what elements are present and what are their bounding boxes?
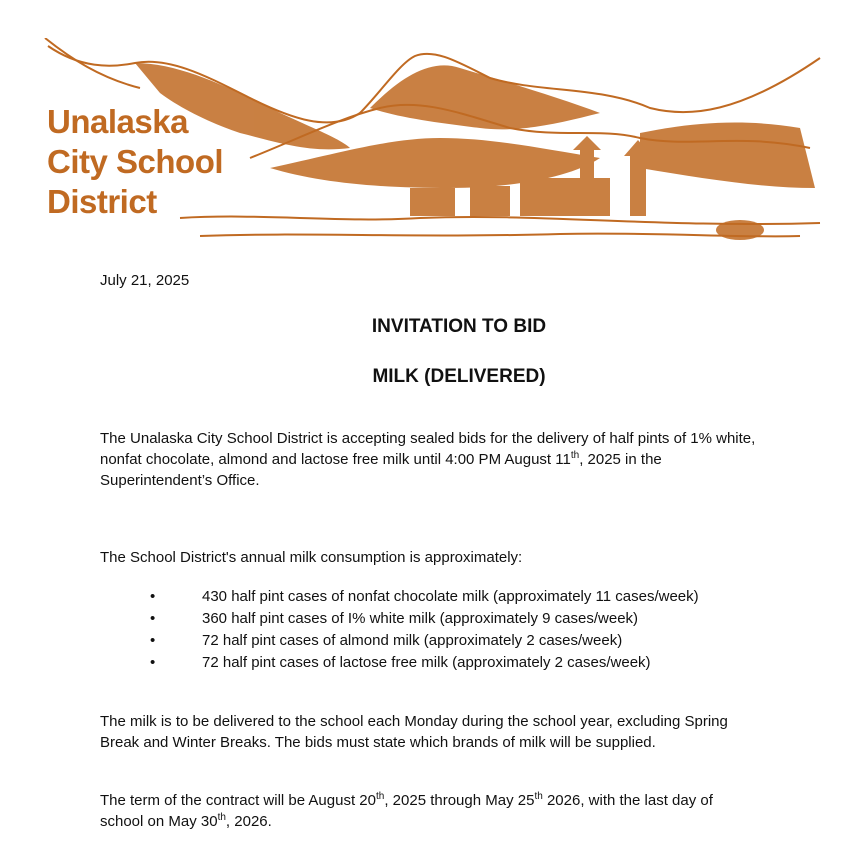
intro-text-b: , 2025 in the Superintendent’s Office.: [100, 451, 662, 489]
term-text-a: The term of the contract will be August 20: [100, 792, 376, 809]
term-text-b: , 2025 through May 25: [384, 792, 535, 809]
document-title: INVITATION TO BID: [371, 316, 547, 337]
bullet-icon: •: [150, 654, 156, 671]
intro-paragraph: [100, 428, 760, 491]
letterhead: [40, 38, 830, 253]
intro-text-a: The Unalaska City School District is accepting sealed bids for the delivery of half pints of 1% white, nonfat chocolate, almond and lactose free milk until 4:00 PM August 11: [100, 430, 756, 468]
bullet-icon: •: [150, 610, 156, 627]
list-item: [100, 608, 780, 630]
contract-term-paragraph: [100, 790, 760, 832]
term-sup-1: th: [375, 791, 385, 802]
list-item-text: 72 half pint cases of almond milk (approximately 2 cases/week): [202, 632, 623, 649]
list-item-text: 430 half pint cases of nonfat chocolate milk (approximately 11 cases/week): [202, 588, 699, 605]
bullet-icon: •: [150, 632, 156, 649]
org-name: [47, 102, 223, 222]
list-item-text: 360 half pint cases of I% white milk (approximately 9 cases/week): [202, 610, 639, 627]
consumption-list: [100, 586, 780, 674]
org-name-line-3: District: [47, 183, 157, 220]
bullet-icon: •: [150, 588, 156, 605]
list-item: [100, 630, 780, 652]
list-item: [100, 586, 780, 608]
org-name-line-2: City School: [47, 143, 224, 180]
org-name-line-1: Unalaska: [47, 103, 188, 140]
delivery-paragraph: The milk is to be delivered to the school each Monday during the school year, excluding Spring Break and Winter Breaks. The bids must state which brands of milk will be supplied.: [100, 713, 728, 751]
term-text-d: , 2026.: [225, 813, 272, 830]
intro-sup: th: [570, 450, 580, 461]
term-text-c: 2026, with the last day of school on May 30: [100, 792, 713, 830]
term-sup-2: th: [534, 791, 543, 802]
list-item: [100, 652, 780, 674]
document-subtitle: MILK (DELIVERED): [372, 366, 546, 387]
term-sup-3: th: [217, 812, 226, 823]
consumption-paragraph: The School District's annual milk consumption is approximately:: [100, 549, 523, 566]
document-date: July 21, 2025: [100, 272, 190, 289]
list-item-text: 72 half pint cases of lactose free milk (approximately 2 cases/week): [202, 654, 651, 671]
